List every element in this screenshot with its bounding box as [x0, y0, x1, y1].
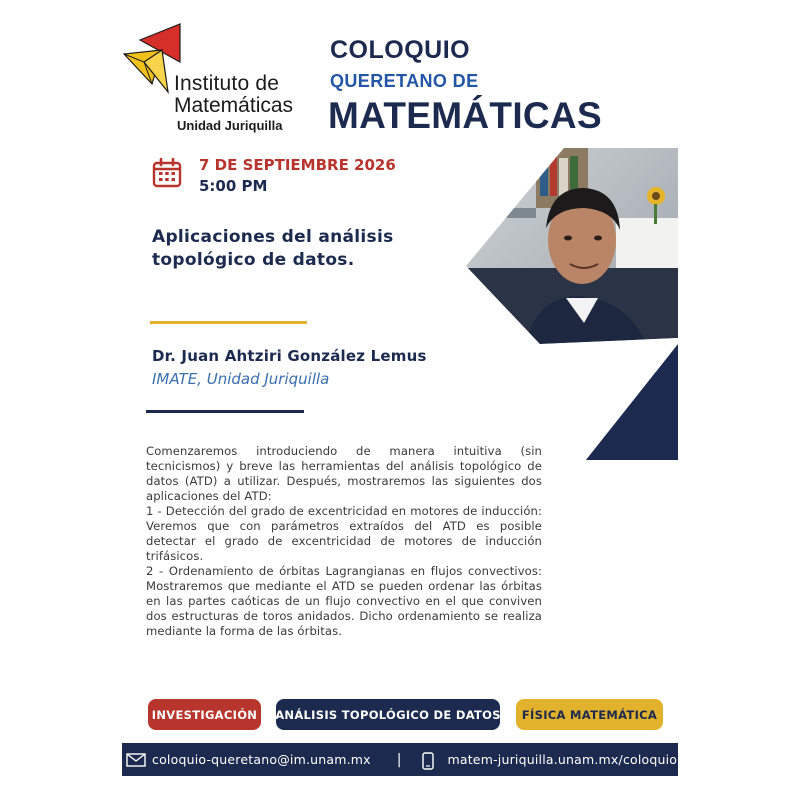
website-link[interactable]: matem-juriquilla.unam.mx/coloquio [447, 752, 678, 767]
logo-mark-icon [122, 22, 182, 102]
tag-investigacion[interactable]: INVESTIGACIÓN [148, 699, 261, 730]
gold-divider [150, 321, 307, 324]
tag-analisis-topologico[interactable]: ANÁLISIS TOPOLÓGICO DE DATOS [276, 699, 500, 730]
logo-text-line3: Unidad Juriquilla [177, 118, 283, 133]
institute-logo [122, 22, 322, 142]
logo-text-line2: Matemáticas [174, 94, 294, 117]
event-date: 7 DE SEPTIEMBRE 2026 [199, 156, 396, 174]
talk-abstract [146, 444, 542, 639]
contact-email-link[interactable]: coloquio-queretano@im.unam.mx [152, 752, 371, 767]
footer-separator: | [396, 751, 402, 768]
mail-icon [126, 752, 146, 768]
speaker-affiliation: IMATE, Unidad Juriquilla [152, 370, 330, 388]
calendar-icon [151, 157, 183, 189]
abstract-item-1: 1 - Detección del grado de excentricidad en motores de inducción: Veremos que con parámetros extraídos del ATD es posible detectar el grado de excentricidad de motores de inducción trifásicos. [146, 504, 542, 563]
logo-text-line1: Instituto de [174, 72, 280, 95]
contact-footer [122, 743, 678, 776]
header-title-line3: MATEMÁTICAS [328, 95, 602, 136]
abstract-item-2: 2 - Ordenamiento de órbitas Lagrangianas en flujos convectivos: Mostraremos que mediante el ATD se pueden ordenar las órbitas en las partes caóticas de un flujo convectivo en el que conviven dos estructuras de toros anidados. Dicho ordenamiento se realiza mediante la forma de las órbitas. [146, 564, 542, 638]
phone-icon [421, 752, 441, 768]
navy-divider [146, 410, 304, 413]
abstract-intro: Comenzaremos introduciendo de manera intuitiva (sin tecnicismos) y breve las herramientas del análisis topológico de datos (ATD) a utilizar. Después, mostraremos las siguientes dos aplicaciones del ATD: [146, 444, 542, 503]
tag-fisica-matematica[interactable]: FÍSICA MATEMÁTICA [516, 699, 663, 730]
talk-title: Aplicaciones del análisis topológico de datos. [152, 227, 394, 270]
event-time: 5:00 PM [199, 177, 268, 195]
header-title-line2: QUERETANO DE [330, 71, 479, 91]
header-title-line1: COLOQUIO [330, 36, 471, 64]
speaker-photo [466, 148, 678, 480]
speaker-name: Dr. Juan Ahtziri González Lemus [152, 347, 427, 365]
